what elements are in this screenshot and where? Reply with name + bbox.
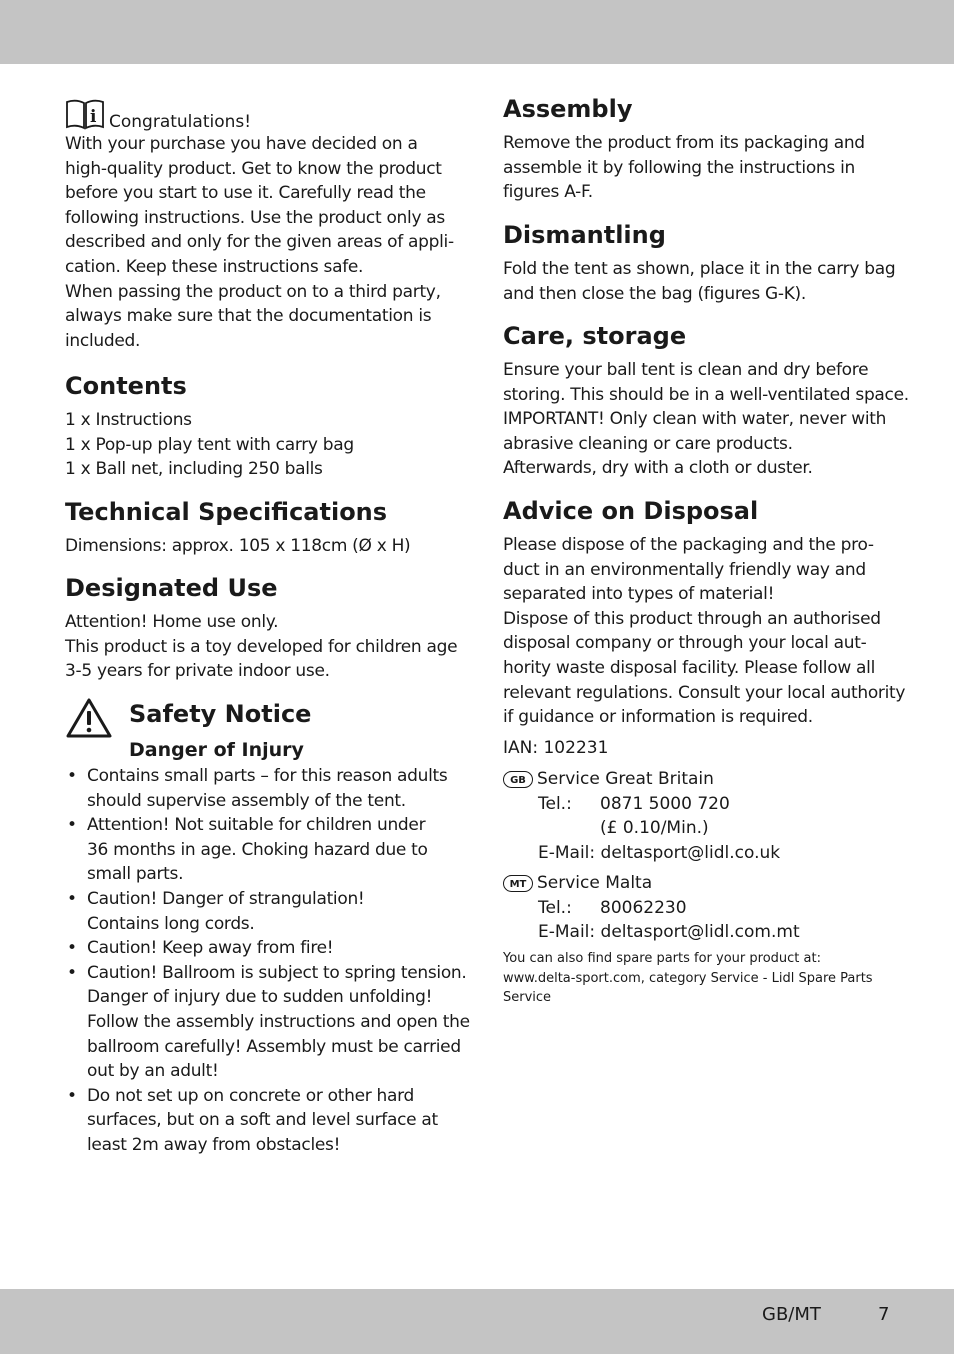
safety-bullet [65, 813, 460, 887]
safety-bullet [65, 1084, 460, 1158]
dimensions-text: Dimensions: approx. 105 x 118cm (Ø x H) [65, 536, 411, 556]
warning-triangle-icon [65, 697, 113, 743]
danger-of-injury-subtitle: Danger of Injury [129, 739, 304, 761]
contents-list [65, 408, 354, 482]
intro-line: always make sure that the documentation is [65, 306, 432, 327]
safety-bullet-line: Contains long cords. [87, 913, 255, 934]
intro-text [65, 132, 454, 353]
designated-use-line: This product is a toy developed for children age [65, 636, 458, 657]
dismantling-line: Fold the tent as shown, place it in the carry bag [503, 259, 896, 279]
spare-parts-line: You can also find spare parts for your product at: [503, 951, 821, 966]
gb-flag-badge: GB [503, 771, 533, 788]
tech-specs-title: Technical Specifications [65, 498, 388, 526]
safety-bullet-line: • Caution! Ballroom is subject to spring tension. [87, 962, 467, 983]
designated-use-line: 3-5 years for private indoor use. [65, 661, 330, 682]
spare-parts-line: www.delta-sport.com, category Service - Lidl Spare Parts [503, 970, 873, 986]
safety-notice-title: Safety Notice [129, 700, 312, 728]
svg-text:i: i [90, 107, 97, 127]
mt-flag-badge: MT [503, 875, 533, 892]
service-mt-tel-label: Tel.: [538, 897, 572, 918]
assembly-line: assemble it by following the instructions in [503, 157, 855, 178]
care-line: abrasive cleaning or care products. [503, 433, 793, 454]
assembly-text [503, 131, 865, 205]
disposal-line: disposal company or through your local aut- [503, 633, 867, 654]
safety-bullet-line: out by an adult! [87, 1061, 219, 1082]
contents-item: 1 x Pop-up play tent with carry bag [65, 434, 354, 455]
footer-language: GB/MT [762, 1304, 821, 1325]
ian-number: IAN: 102231 [503, 738, 609, 758]
disposal-line: if guidance or information is required. [503, 707, 813, 728]
service-gb-tel: 0871 5000 720 [600, 793, 730, 814]
contents-title: Contents [65, 372, 187, 400]
intro-line: following instructions. Use the product only as [65, 207, 445, 228]
safety-bullets [65, 764, 470, 1158]
safety-bullet-line: Danger of injury due to sudden unfolding! [87, 987, 433, 1008]
designated-use-text [65, 610, 457, 684]
disposal-line: hority waste disposal facility. Please follow all [503, 657, 875, 678]
disposal-title: Advice on Disposal [503, 497, 759, 525]
dismantling-line: and then close the bag (figures G-K). [503, 283, 806, 304]
safety-bullet [65, 961, 470, 1084]
service-mt-mail-label: E-Mail: [538, 922, 596, 943]
intro-line: described and only for the given areas of appli- [65, 232, 454, 253]
service-gb-tel-note: (£ 0.10/Min.) [600, 818, 709, 839]
safety-bullet-line: • Attention! Not suitable for children under [87, 815, 426, 836]
assembly-line: figures A-F. [503, 182, 593, 203]
safety-bullet-line: 36 months in age. Choking hazard due to [87, 839, 428, 860]
intro-line: cation. Keep these instructions safe. [65, 256, 364, 277]
care-storage-text [503, 358, 909, 481]
safety-bullet [65, 887, 460, 936]
assembly-title: Assembly [503, 95, 633, 123]
assembly-line: Remove the product from its packaging and [503, 133, 865, 153]
dismantling-text [503, 257, 895, 306]
service-mt [503, 871, 898, 947]
safety-bullet-line: • Contains small parts – for this reason adults [87, 766, 448, 786]
intro-line: high-quality product. Get to know the product [65, 158, 442, 179]
service-mt-tel: 80062230 [600, 897, 687, 918]
intro-line: before you start to use it. Carefully read the [65, 183, 426, 204]
service-gb-name: Service Great Britain [537, 769, 714, 789]
spare-parts-line: Service [503, 990, 552, 1005]
header-band [0, 0, 954, 64]
intro-line: When passing the product on to a third party, [65, 281, 441, 302]
footer-page-number: 7 [878, 1304, 890, 1325]
intro-line: With your purchase you have decided on a [65, 134, 418, 154]
intro-line: included. [65, 330, 141, 351]
safety-bullet-line: Follow the assembly instructions and open the [87, 1011, 470, 1032]
safety-bullet [65, 764, 460, 813]
service-gb-mail[interactable]: deltasport@lidl.co.uk [600, 842, 781, 863]
safety-bullet-line: should supervise assembly of the tent. [87, 790, 406, 811]
service-gb-tel-label: Tel.: [538, 793, 572, 814]
info-book-icon [65, 98, 105, 141]
designated-use-line: Attention! Home use only. [65, 612, 279, 632]
care-line: storing. This should be in a well-ventilated space. [503, 384, 909, 405]
disposal-line: separated into types of material! [503, 584, 775, 605]
safety-bullet [65, 936, 460, 961]
disposal-text [503, 533, 905, 730]
disposal-line: duct in an environmentally friendly way and [503, 559, 866, 580]
intro-section [65, 96, 454, 353]
safety-bullet-line: • Caution! Danger of strangulation! [87, 888, 365, 909]
care-storage-title: Care, storage [503, 322, 687, 350]
safety-bullet-line: • Caution! Keep away from fire! [87, 938, 334, 959]
care-line: Afterwards, dry with a cloth or duster. [503, 458, 813, 479]
service-mt-name: Service Malta [537, 873, 653, 893]
contents-item: 1 x Instructions [65, 410, 192, 430]
service-mt-mail[interactable]: deltasport@lidl.com.mt [600, 922, 800, 943]
safety-bullet-line: small parts. [87, 864, 184, 885]
contents-item: 1 x Ball net, including 250 balls [65, 459, 323, 480]
care-line: Ensure your ball tent is clean and dry before [503, 360, 869, 380]
disposal-line: relevant regulations. Consult your local authority [503, 682, 906, 703]
designated-use-title: Designated Use [65, 574, 278, 602]
care-line: IMPORTANT! Only clean with water, never with [503, 409, 887, 430]
safety-bullet-line: least 2m away from obstacles! [87, 1134, 341, 1155]
disposal-line: Please dispose of the packaging and the pro- [503, 535, 874, 555]
service-gb [503, 767, 898, 867]
dismantling-title: Dismantling [503, 221, 666, 249]
safety-bullet-line: • Do not set up on concrete or other hard [87, 1085, 415, 1106]
safety-bullet-line: ballroom carefully! Assembly must be carried [87, 1036, 461, 1057]
safety-bullet-line: surfaces, but on a soft and level surface at [87, 1110, 438, 1131]
disposal-line: Dispose of this product through an authorised [503, 608, 881, 629]
spare-parts-note [503, 949, 873, 1008]
service-gb-mail-label: E-Mail: [538, 842, 596, 863]
intro-heading: Congratulations! [109, 112, 252, 132]
